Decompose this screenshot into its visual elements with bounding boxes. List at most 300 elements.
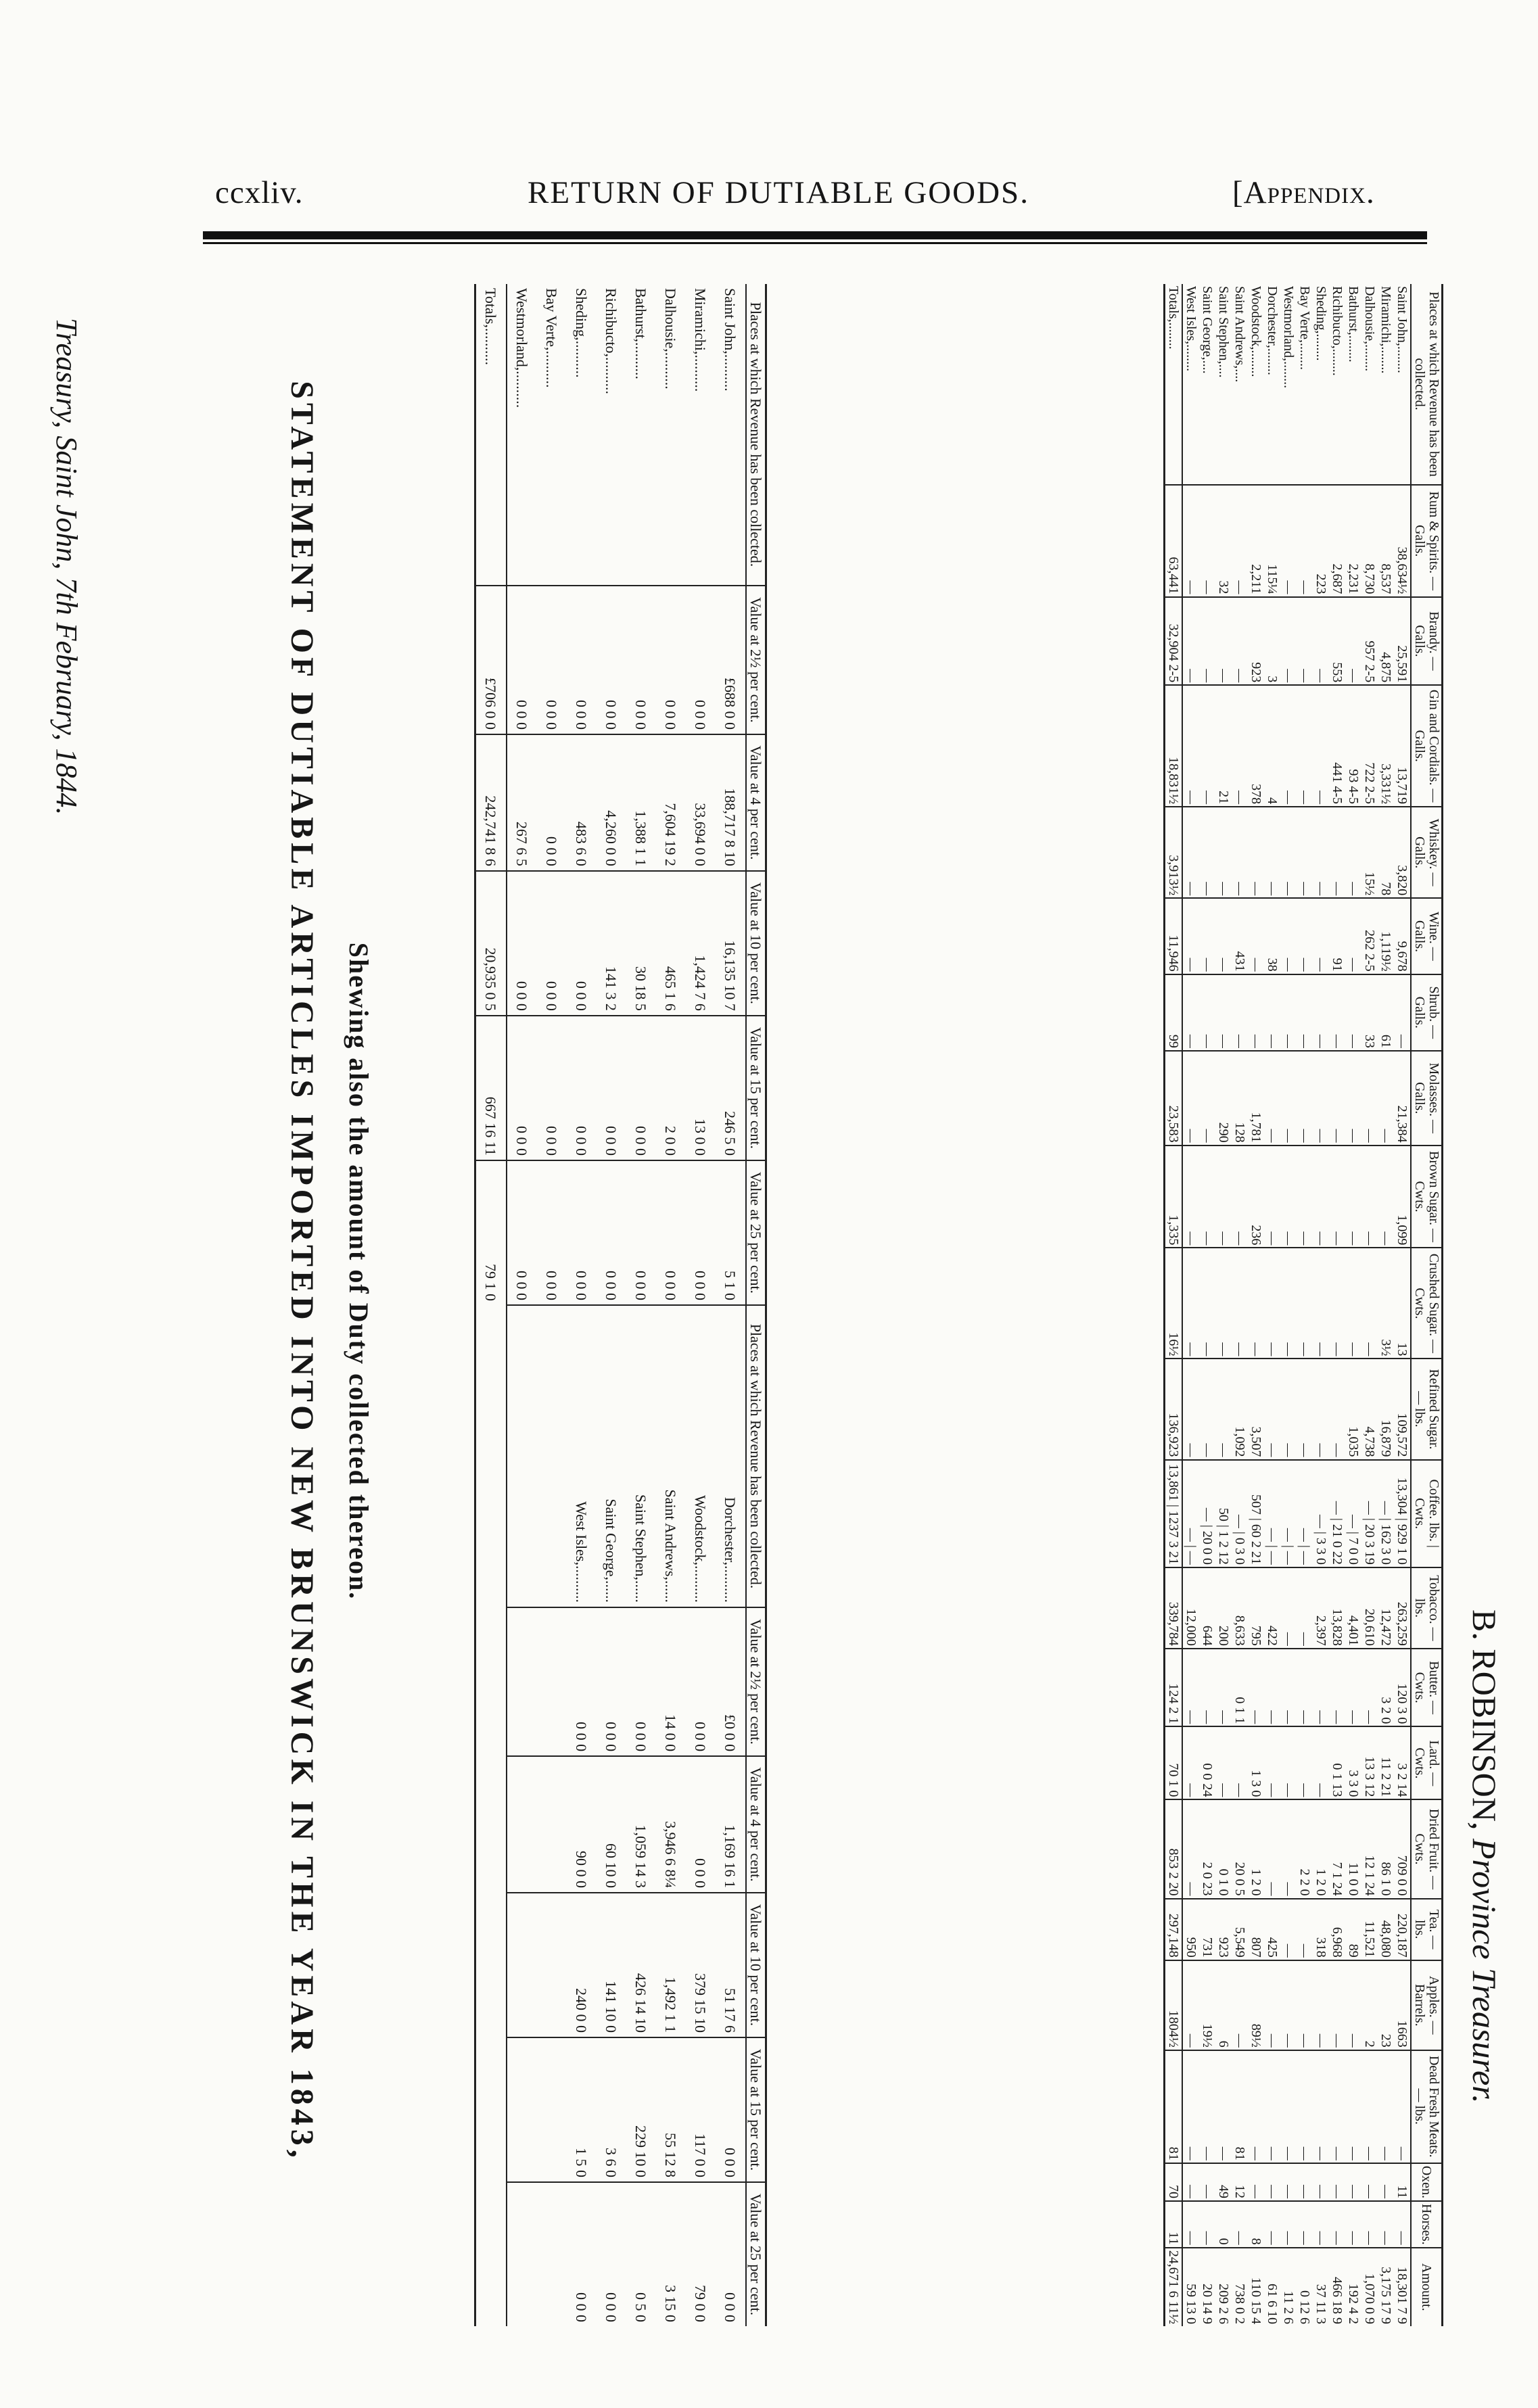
table2-header-12: Tobacco. — lbs.: [1411, 1567, 1443, 1649]
value-cell: 55 12 8: [656, 2037, 686, 2182]
value-cell: —: [1280, 1146, 1297, 1248]
value-cell: —: [1264, 807, 1280, 898]
table2-header-5: Wine. — Galls.: [1411, 898, 1443, 974]
value-cell: —: [1345, 974, 1361, 1051]
value-cell: 795: [1248, 1567, 1264, 1649]
value-cell: —: [1313, 974, 1329, 1051]
value-cell: —: [1378, 2201, 1394, 2248]
value-cell: 0 0 0: [567, 1607, 597, 1756]
value-cell: 426 14 10: [626, 1893, 656, 2037]
value-cell: 37 11 3: [1313, 2248, 1329, 2326]
value-cell: —: [1264, 1359, 1280, 1459]
value-cell: —: [1345, 2050, 1361, 2163]
value-cell: 91: [1329, 898, 1345, 974]
place-cell: Bay Verte,........: [1297, 286, 1313, 371]
value-cell: —: [1378, 1051, 1394, 1146]
table-row: [626, 284, 656, 2326]
value-cell: 0 0 0: [686, 1756, 716, 1893]
value-cell: —: [1297, 2201, 1313, 2248]
value-cell: 3,507: [1248, 1359, 1264, 1459]
value-cell: —: [1232, 597, 1248, 686]
value-cell: —: [1297, 807, 1313, 898]
place-cell: Miramichi,........: [1378, 286, 1394, 374]
table1-header-2: Value at 4 per cent.: [746, 734, 766, 871]
value-cell: 379 15 10: [686, 1893, 716, 2037]
value-cell: 0 0 0: [656, 1160, 686, 1305]
value-cell: —: [1232, 1960, 1248, 2050]
value-cell: —: [1215, 1649, 1232, 1726]
value-cell: 0: [1215, 2201, 1232, 2248]
value-cell: —: [1280, 685, 1297, 807]
value-cell: 14 0 0: [656, 1607, 686, 1756]
value-cell: 240 0 0: [567, 1893, 597, 2037]
value-cell: 3 2 0: [1378, 1649, 1394, 1726]
value-cell: —: [1215, 597, 1232, 686]
value-cell: 0 0 0: [537, 734, 567, 871]
value-cell: 1663: [1394, 1960, 1411, 2050]
value-cell: Saint Stephen,......: [626, 1305, 656, 1607]
value-cell: 1,388 1 1: [626, 734, 656, 871]
value-cell: 49: [1215, 2163, 1232, 2201]
value-cell: —: [1215, 1248, 1232, 1359]
value-cell: 128: [1232, 1051, 1248, 1146]
value-cell: —: [1378, 2163, 1394, 2201]
value-cell: 13,828: [1329, 1567, 1345, 1649]
value-cell: 262 2-5: [1361, 898, 1378, 974]
value-cell: 1,424 7 6: [686, 871, 716, 1016]
value-cell: 0 0 0: [597, 1160, 626, 1305]
value-cell: 16,135 10 7: [716, 871, 746, 1016]
table1-header-9: Value at 10 per cent.: [746, 1893, 766, 2037]
totals-label: Totals,..........: [482, 288, 500, 365]
value-cell: —: [1361, 1248, 1378, 1359]
value-cell: 3,820: [1394, 807, 1411, 898]
value-cell: 33: [1361, 974, 1378, 1051]
value-cell: [537, 2182, 567, 2326]
value-cell: —: [1199, 1359, 1215, 1459]
value-cell: —: [1345, 1960, 1361, 2050]
value-cell: —: [1297, 1567, 1313, 1649]
value-cell: 1 2 0: [1313, 1799, 1329, 1898]
value-cell: —: [1329, 1649, 1345, 1726]
value-cell: 61: [1378, 974, 1394, 1051]
totals-cell: 136,923: [1165, 1359, 1183, 1459]
value-cell: 0 0 0: [716, 2182, 746, 2326]
value-cell: 13: [1394, 1248, 1411, 1359]
totals-cell: 297,148: [1165, 1899, 1183, 1960]
value-cell: —: [1313, 807, 1329, 898]
value-cell: —: [1297, 974, 1313, 1051]
value-cell: 20 0 5: [1232, 1799, 1248, 1898]
value-cell: —: [1182, 1649, 1199, 1726]
value-cell: —: [1182, 1248, 1199, 1359]
signature-title: Province Treasurer.: [1466, 1838, 1504, 2104]
value-cell: — | —: [1264, 1460, 1280, 1567]
table2-header-19: Oxen.: [1411, 2163, 1443, 2201]
table-row: [597, 284, 626, 2326]
value-cell: — | 21 0 22: [1329, 1460, 1345, 1567]
totals-cell: 667 16 11: [475, 1016, 507, 1160]
value-cell: —: [1264, 1146, 1280, 1248]
value-cell: 15½: [1361, 807, 1378, 898]
table-row: [716, 284, 746, 2326]
value-cell: 2,397: [1313, 1567, 1329, 1649]
value-cell: 731: [1199, 1899, 1215, 1960]
value-cell: 7,604 19 2: [656, 734, 686, 871]
table1-header-1: Value at 2½ per cent.: [746, 586, 766, 734]
value-cell: 3 6 0: [597, 2037, 626, 2182]
value-cell: 465 1 6: [656, 871, 686, 1016]
value-cell: —: [1199, 1051, 1215, 1146]
value-cell: 5 1 0: [716, 1160, 746, 1305]
value-cell: 2,687: [1329, 485, 1345, 596]
value-cell: 2 0 23: [1199, 1799, 1215, 1898]
table-row: [1297, 284, 1313, 2326]
value-cell: 7 1 24: [1329, 1799, 1345, 1898]
value-cell: —: [1182, 1960, 1199, 2050]
value-cell: 48,080: [1378, 1899, 1394, 1960]
value-cell: 33,694 0 0: [686, 734, 716, 871]
value-cell: 78: [1378, 807, 1394, 898]
value-cell: —: [1297, 1359, 1313, 1459]
value-cell: 0 0 0: [507, 1160, 537, 1305]
value-cell: [507, 2182, 537, 2326]
value-cell: —: [1182, 2163, 1199, 2201]
value-cell: —: [1182, 685, 1199, 807]
value-cell: —: [1280, 974, 1297, 1051]
value-cell: 120 3 0: [1394, 1649, 1411, 1726]
value-cell: —: [1297, 1146, 1313, 1248]
value-cell: —: [1280, 1726, 1297, 1799]
value-cell: 6,968: [1329, 1899, 1345, 1960]
value-cell: 32: [1215, 485, 1232, 596]
value-cell: 21: [1215, 685, 1232, 807]
value-cell: 2: [1361, 1960, 1378, 2050]
value-cell: —: [1232, 1726, 1248, 1799]
value-cell: —: [1248, 974, 1264, 1051]
value-cell: 0 0 0: [567, 1016, 597, 1160]
value-cell: —: [1280, 485, 1297, 596]
value-cell: 3,946 6 8¼: [656, 1756, 686, 1893]
value-cell: 0 0 0: [686, 1607, 716, 1756]
value-cell: —: [1345, 807, 1361, 898]
value-cell: —: [1361, 1649, 1378, 1726]
value-cell: —: [1394, 2201, 1411, 2248]
value-cell: 3 15 0: [656, 2182, 686, 2326]
value-cell: — | 162 3 0: [1378, 1460, 1394, 1567]
table2-header-14: Lard. — Cwts.: [1411, 1726, 1443, 1799]
value-cell: —: [1313, 2163, 1329, 2201]
table2-header-15: Dried Fruit. — Cwts.: [1411, 1799, 1443, 1898]
value-cell: 3,175 17 9: [1378, 2248, 1394, 2326]
value-cell: 93 4-5: [1345, 685, 1361, 807]
value-cell: —: [1394, 974, 1411, 1051]
value-cell: —: [1280, 898, 1297, 974]
value-cell: 117 0 0: [686, 2037, 716, 2182]
value-cell: 16,879: [1378, 1359, 1394, 1459]
totals-cell: 79 1 0: [475, 1160, 507, 1305]
value-cell: Dorchester,..........: [716, 1305, 746, 1607]
value-cell: —: [1232, 2201, 1248, 2248]
value-cell: Saint Andrews,......: [656, 1305, 686, 1607]
table2-header-18: Dead Fresh Meats. — lbs.: [1411, 2050, 1443, 2163]
place-cell: Bathurst,........: [1346, 286, 1361, 362]
value-cell: 507 | 60 2 21: [1248, 1460, 1264, 1567]
value-cell: [507, 1305, 537, 1607]
value-cell: 220,187: [1394, 1899, 1411, 1960]
place-cell: Saint George,....: [1200, 286, 1215, 374]
value-cell: 8: [1248, 2201, 1264, 2248]
value-cell: 2,231: [1345, 485, 1361, 596]
value-cell: —: [1182, 974, 1199, 1051]
value-cell: —: [1297, 1960, 1313, 2050]
value-cell: 0 0 0: [597, 1016, 626, 1160]
value-cell: 25,591: [1394, 597, 1411, 686]
value-cell: — | —: [1182, 1460, 1199, 1567]
value-cell: —: [1297, 597, 1313, 686]
value-cell: 3,331½: [1378, 685, 1394, 807]
table1-header-5: Value at 25 per cent.: [746, 1160, 766, 1305]
value-cell: — | 7 0 0: [1345, 1460, 1361, 1567]
value-cell: —: [1264, 2050, 1280, 2163]
table2-header-3: Gin and Cordials. — Galls.: [1411, 685, 1443, 807]
value-cell: £0 0 0: [716, 1607, 746, 1756]
value-cell: —: [1297, 1649, 1313, 1726]
table1-header-11: Value at 25 per cent.: [746, 2182, 766, 2326]
value-cell: —: [1264, 1726, 1280, 1799]
page-number: ccxliv.: [215, 175, 304, 210]
value-cell: —: [1297, 685, 1313, 807]
value-cell: 290: [1215, 1051, 1232, 1146]
value-cell: —: [1313, 1726, 1329, 1799]
value-cell: —: [1280, 2050, 1297, 2163]
value-cell: 3: [1264, 597, 1280, 686]
value-cell: 0 0 0: [567, 1160, 597, 1305]
value-cell: 11: [1394, 2163, 1411, 2201]
value-cell: — | —: [1297, 1460, 1313, 1567]
value-cell: —: [1182, 1051, 1199, 1146]
value-cell: —: [1361, 1146, 1378, 1248]
value-cell: 246 5 0: [716, 1016, 746, 1160]
value-cell: [537, 1607, 567, 1756]
value-cell: 229 10 0: [626, 2037, 656, 2182]
value-cell: 0 0 0: [567, 871, 597, 1016]
value-cell: 1,099: [1394, 1146, 1411, 1248]
value-cell: 23: [1378, 1960, 1394, 2050]
value-table: [474, 284, 767, 2326]
table-row: [507, 284, 537, 2326]
value-cell: —: [1264, 1649, 1280, 1726]
value-cell: 4,260 0 0: [597, 734, 626, 871]
value-cell: 1,059 14 3: [626, 1756, 656, 1893]
table1-header-10: Value at 15 per cent.: [746, 2037, 766, 2182]
value-cell: —: [1215, 807, 1232, 898]
value-cell: —: [1280, 597, 1297, 686]
value-cell: 0 1 13: [1329, 1726, 1345, 1799]
value-cell: 0 0 0: [626, 586, 656, 734]
value-cell: [537, 1756, 567, 1893]
totals-cell: 70 1 0: [1165, 1726, 1183, 1799]
value-cell: 267 6 5: [507, 734, 537, 871]
value-cell: 89½: [1248, 1960, 1264, 2050]
value-cell: 722 2-5: [1361, 685, 1378, 807]
table-row: [1378, 284, 1394, 2326]
value-cell: 11 2 6: [1280, 2248, 1297, 2326]
table1-header-6: Places at which Revenue has been collected.: [746, 1305, 766, 1607]
value-cell: 378: [1248, 685, 1264, 807]
value-cell: —: [1378, 1146, 1394, 1248]
value-cell: —: [1232, 807, 1248, 898]
value-cell: —: [1313, 1051, 1329, 1146]
value-cell: —: [1215, 1726, 1232, 1799]
value-cell: —: [1232, 1248, 1248, 1359]
value-cell: 0 0 24: [1199, 1726, 1215, 1799]
quantity-table: [1163, 284, 1443, 2326]
value-cell: 9,678: [1394, 898, 1411, 974]
value-cell: 20 14 9: [1199, 2248, 1215, 2326]
place-cell: West Isles,........: [1184, 286, 1199, 372]
value-cell: 483 6 0: [567, 734, 597, 871]
value-cell: 425: [1264, 1899, 1280, 1960]
value-cell: —: [1313, 2201, 1329, 2248]
totals-cell: 11: [1165, 2201, 1183, 2248]
value-cell: —: [1313, 2050, 1329, 2163]
value-cell: —: [1232, 485, 1248, 596]
value-cell: —: [1297, 1051, 1313, 1146]
value-cell: 1,169 16 1: [716, 1756, 746, 1893]
value-cell: 86 1 0: [1378, 1799, 1394, 1898]
place-cell: Saint John,..........: [722, 288, 739, 392]
value-cell: —: [1378, 2050, 1394, 2163]
totals-cell: 13,861 | 1237 3 21: [1165, 1460, 1183, 1567]
value-cell: 13 0 0: [686, 1016, 716, 1160]
value-cell: —: [1215, 974, 1232, 1051]
value-cell: —: [1199, 485, 1215, 596]
value-cell: 0 0 0: [537, 1016, 567, 1160]
value-cell: 2 2 0: [1297, 1799, 1313, 1898]
value-cell: 0 0 0: [507, 871, 537, 1016]
value-cell: —: [1280, 1051, 1297, 1146]
value-cell: 3 2 14: [1394, 1726, 1411, 1799]
value-cell: —: [1329, 1960, 1345, 2050]
totals-cell: 3,913½: [1165, 807, 1183, 898]
table-row: [686, 284, 716, 2326]
place-cell: Sheding,........: [1313, 286, 1329, 361]
value-cell: 0 5 0: [626, 2182, 656, 2326]
totals-cell: 124 2 1: [1165, 1649, 1183, 1726]
value-cell: —: [1280, 1248, 1297, 1359]
table-row: [1215, 284, 1232, 2326]
value-cell: —: [1199, 597, 1215, 686]
value-cell: —: [1297, 1726, 1313, 1799]
value-cell: 109,572: [1394, 1359, 1411, 1459]
value-cell: —: [1215, 1146, 1232, 1248]
value-cell: 2 0 0: [656, 1016, 686, 1160]
value-cell: —: [1297, 485, 1313, 596]
value-cell: 188,717 8 10: [716, 734, 746, 871]
value-cell: —: [1264, 1051, 1280, 1146]
value-cell: 0 0 0: [567, 586, 597, 734]
table-row: [656, 284, 686, 2326]
value-cell: 20,610: [1361, 1567, 1378, 1649]
value-cell: 61 6 10: [1264, 2248, 1280, 2326]
value-cell: 1 3 0: [1248, 1726, 1264, 1799]
value-cell: —: [1264, 1799, 1280, 1898]
value-cell: —: [1232, 974, 1248, 1051]
value-cell: 1,092: [1232, 1359, 1248, 1459]
value-cell: —: [1199, 1146, 1215, 1248]
value-cell: 13,719: [1394, 685, 1411, 807]
totals-cell: 63,441: [1165, 485, 1183, 596]
value-cell: —: [1248, 2163, 1264, 2201]
value-cell: 1,781: [1248, 1051, 1264, 1146]
value-cell: 18,301 7 9: [1394, 2248, 1411, 2326]
value-cell: —: [1297, 2050, 1313, 2163]
table2-header-10: Refined Sugar. — lbs.: [1411, 1359, 1443, 1459]
value-cell: —: [1313, 1960, 1329, 2050]
value-cell: 923: [1248, 597, 1264, 686]
value-cell: 553: [1329, 597, 1345, 686]
value-cell: —: [1182, 1726, 1199, 1799]
value-cell: 4,738: [1361, 1359, 1378, 1459]
value-cell: —: [1182, 1359, 1199, 1459]
table1-header-3: Value at 10 per cent.: [746, 871, 766, 1016]
table-row: [1361, 284, 1378, 2326]
value-cell: 3½: [1378, 1248, 1394, 1359]
place-cell: Saint Andrews,....: [1232, 286, 1248, 383]
value-cell: —: [1280, 1567, 1297, 1649]
value-cell: —: [1182, 807, 1199, 898]
table-row: [1394, 284, 1411, 2326]
totals-cell: 20,935 0 5: [475, 871, 507, 1016]
value-cell: 3 3 0: [1345, 1726, 1361, 1799]
value-cell: —: [1182, 2201, 1199, 2248]
value-cell: —: [1182, 2050, 1199, 2163]
totals-cell: 11,946: [1165, 898, 1183, 974]
value-cell: 12,472: [1378, 1567, 1394, 1649]
value-cell: 8,537: [1378, 485, 1394, 596]
place-cell: Saint Stephen,....: [1216, 286, 1232, 378]
totals-label: Totals,........: [1166, 286, 1182, 350]
value-cell: 0 0 0: [567, 2182, 597, 2326]
value-cell: —: [1232, 685, 1248, 807]
value-cell: 30 18 5: [626, 871, 656, 1016]
table-row: [1264, 284, 1280, 2326]
totals-cell: 1804½: [1165, 1960, 1183, 2050]
table2-header-13: Butter. — Cwts.: [1411, 1649, 1443, 1726]
value-cell: —: [1280, 807, 1297, 898]
value-cell: 0 0 0: [626, 1160, 656, 1305]
value-cell: —: [1199, 1248, 1215, 1359]
value-cell: 200: [1215, 1567, 1232, 1649]
value-cell: —: [1345, 1051, 1361, 1146]
value-cell: —: [1280, 2163, 1297, 2201]
value-cell: —: [1199, 974, 1215, 1051]
place-cell: Dorchester,........: [1265, 286, 1280, 375]
value-cell: —: [1297, 898, 1313, 974]
value-cell: 11 0 0: [1345, 1799, 1361, 1898]
value-cell: 318: [1313, 1899, 1329, 1960]
value-cell: £688 0 0: [716, 586, 746, 734]
table-row: [567, 284, 597, 2326]
value-cell: 11,521: [1361, 1899, 1378, 1960]
totals-row: [1165, 284, 1183, 2326]
totals-cell: 99: [1165, 974, 1183, 1051]
table2-header-17: Apples. — Barrels.: [1411, 1960, 1443, 2050]
value-cell: —: [1199, 2163, 1215, 2201]
value-cell: West Isles,..........: [567, 1305, 597, 1607]
value-cell: —: [1313, 1359, 1329, 1459]
